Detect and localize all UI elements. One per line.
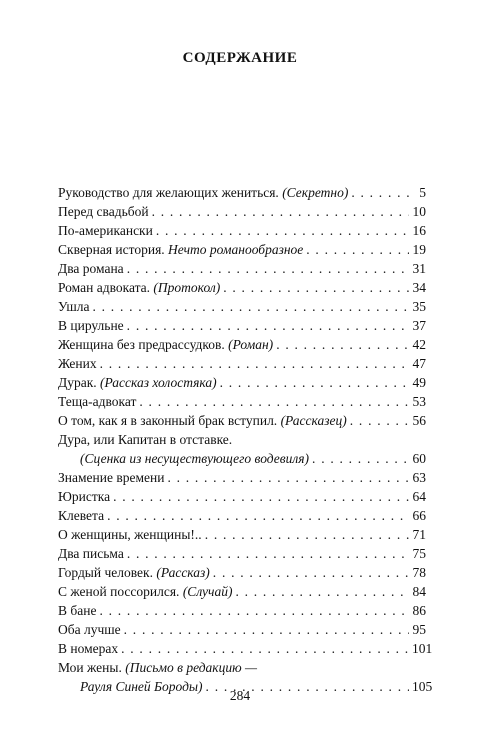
dot-leader <box>351 183 409 202</box>
entry-label <box>58 316 124 335</box>
entry-title: Роман адвоката. <box>58 280 151 295</box>
entry-page: 84 <box>412 584 426 599</box>
toc-entry <box>58 582 426 601</box>
entry-subtitle: (Протокол) <box>153 280 221 295</box>
dot-leader <box>306 240 409 259</box>
toc-entry <box>58 544 426 563</box>
entry-page: 10 <box>412 204 426 219</box>
dot-leader <box>93 297 410 316</box>
entry-title: Скверная история. <box>58 242 165 257</box>
entry-page: 53 <box>412 394 426 409</box>
dot-leader <box>100 354 409 373</box>
entry-subtitle: (Секретно) <box>282 185 349 200</box>
entry-label <box>58 658 257 677</box>
entry-subtitle: Нечто романообразное <box>168 242 304 257</box>
toc-entry <box>58 335 426 354</box>
toc-entry <box>58 202 426 221</box>
toc-entry <box>58 373 426 392</box>
entry-subtitle: (Роман) <box>228 337 274 352</box>
entry-continuation: (Сценка из несуществующего водевиля) <box>80 451 310 466</box>
toc-entry <box>58 183 426 202</box>
entry-label <box>58 639 118 658</box>
toc-entry <box>58 506 426 525</box>
entry-page: 105 <box>412 679 433 694</box>
toc-entry <box>58 240 426 259</box>
entry-page: 101 <box>412 641 433 656</box>
entry-title: Дурак. <box>58 375 97 390</box>
entry-label <box>58 183 348 202</box>
entry-title: О женщины, женщины!.. <box>58 527 202 542</box>
entry-title: В бане <box>58 603 97 618</box>
entry-label <box>58 525 202 544</box>
toc-entry <box>58 468 426 487</box>
entry-label <box>58 278 220 297</box>
entry-page: 75 <box>412 546 426 561</box>
entry-subtitle: (Случай) <box>182 584 233 599</box>
entry-title: Теща-адвокат <box>58 394 137 409</box>
entry-title: С женой поссорился. <box>58 584 180 599</box>
entry-title: Жених <box>58 356 97 371</box>
entry-title: Гордый человек. <box>58 565 153 580</box>
entry-continuation: Рауля Синей Бороды) <box>80 679 203 694</box>
toc-entry <box>58 487 426 506</box>
toc-entry <box>58 430 426 468</box>
entry-subtitle: (Письмо в редакцию — <box>125 660 258 675</box>
dot-leader <box>223 278 409 297</box>
entry-label <box>58 202 149 221</box>
entry-title: Клевета <box>58 508 105 523</box>
dot-leader <box>156 221 409 240</box>
toc-entry <box>58 297 426 316</box>
dot-leader <box>127 316 409 335</box>
entry-page: 31 <box>412 261 426 276</box>
entry-label <box>58 430 232 449</box>
toc-entry <box>58 525 426 544</box>
toc-entry <box>58 601 426 620</box>
entry-title: Знамение времени <box>58 470 165 485</box>
page-number: 284 <box>229 688 251 703</box>
dot-leader <box>235 582 409 601</box>
entry-page: 5 <box>419 185 426 200</box>
entry-label <box>58 563 210 582</box>
entry-label <box>58 582 232 601</box>
entry-page: 34 <box>412 280 426 295</box>
entry-title: Руководство для желающих жениться. <box>58 185 279 200</box>
entry-title: Оба лучше <box>58 622 121 637</box>
dot-leader <box>152 202 409 221</box>
entry-page: 78 <box>412 565 426 580</box>
page-title: СОДЕРЖАНИЕ <box>182 50 298 66</box>
entry-page: 16 <box>412 223 426 238</box>
entry-label <box>58 240 303 259</box>
entry-title: Ушла <box>58 299 90 314</box>
entry-title: Дура, или Капитан в отставке. <box>58 432 233 447</box>
toc-entry <box>58 639 433 658</box>
dot-leader <box>99 601 409 620</box>
entry-label <box>58 411 347 430</box>
entry-title: Мои жены. <box>58 660 122 675</box>
toc-entry <box>58 411 426 430</box>
entry-label <box>58 354 97 373</box>
dot-leader <box>167 468 409 487</box>
toc-entry <box>58 354 426 373</box>
toc-entry <box>58 221 426 240</box>
toc-entry <box>58 278 426 297</box>
entry-page: 49 <box>412 375 426 390</box>
entry-page: 56 <box>412 413 426 428</box>
entry-page: 19 <box>412 242 426 257</box>
entry-label <box>58 506 104 525</box>
entry-title: Юристка <box>58 489 111 504</box>
dot-leader <box>107 506 409 525</box>
entry-title: В цирульне <box>58 318 124 333</box>
entry-page: 42 <box>412 337 426 352</box>
entry-title: Перед свадьбой <box>58 204 149 219</box>
entry-title: Женщина без предрассудков. <box>58 337 225 352</box>
entry-label <box>58 544 124 563</box>
dot-leader <box>312 449 409 468</box>
dot-leader <box>213 563 409 582</box>
entry-label <box>58 487 110 506</box>
entry-title: Два романа <box>58 261 124 276</box>
entry-label <box>58 373 217 392</box>
entry-page: 37 <box>412 318 426 333</box>
entry-label <box>58 221 153 240</box>
toc-entry <box>58 392 426 411</box>
dot-leader <box>220 373 409 392</box>
table-of-contents <box>58 183 433 696</box>
entry-title: Два письма <box>58 546 124 561</box>
entry-subtitle: (Рассказ холостяка) <box>100 375 217 390</box>
entry-page: 47 <box>412 356 426 371</box>
entry-label <box>58 297 90 316</box>
entry-page: 95 <box>412 622 426 637</box>
entry-subtitle: (Рассказец) <box>280 413 347 428</box>
dot-leader <box>113 487 409 506</box>
entry-subtitle: (Рассказ) <box>156 565 210 580</box>
toc-entry <box>58 563 426 582</box>
entry-label <box>58 259 124 278</box>
entry-label <box>58 468 164 487</box>
entry-page: 64 <box>412 489 426 504</box>
toc-entry <box>58 316 426 335</box>
entry-label <box>58 392 136 411</box>
dot-leader <box>350 411 409 430</box>
entry-title: В номерах <box>58 641 119 656</box>
entry-label <box>58 601 96 620</box>
entry-page: 86 <box>412 603 426 618</box>
entry-page: 60 <box>412 451 426 466</box>
dot-leader <box>127 544 409 563</box>
entry-page: 35 <box>412 299 426 314</box>
dot-leader <box>276 335 409 354</box>
dot-leader <box>124 620 409 639</box>
dot-leader <box>127 259 409 278</box>
entry-label <box>58 335 273 354</box>
dot-leader <box>205 525 409 544</box>
dot-leader <box>139 392 409 411</box>
toc-entry <box>58 259 426 278</box>
entry-page: 66 <box>412 508 426 523</box>
entry-title: О том, как я в законный брак вступил. <box>58 413 278 428</box>
entry-title: По-американски <box>58 223 153 238</box>
toc-entry <box>58 620 426 639</box>
entry-page: 63 <box>412 470 426 485</box>
entry-page: 71 <box>412 527 426 542</box>
entry-label <box>58 620 121 639</box>
dot-leader <box>121 639 409 658</box>
